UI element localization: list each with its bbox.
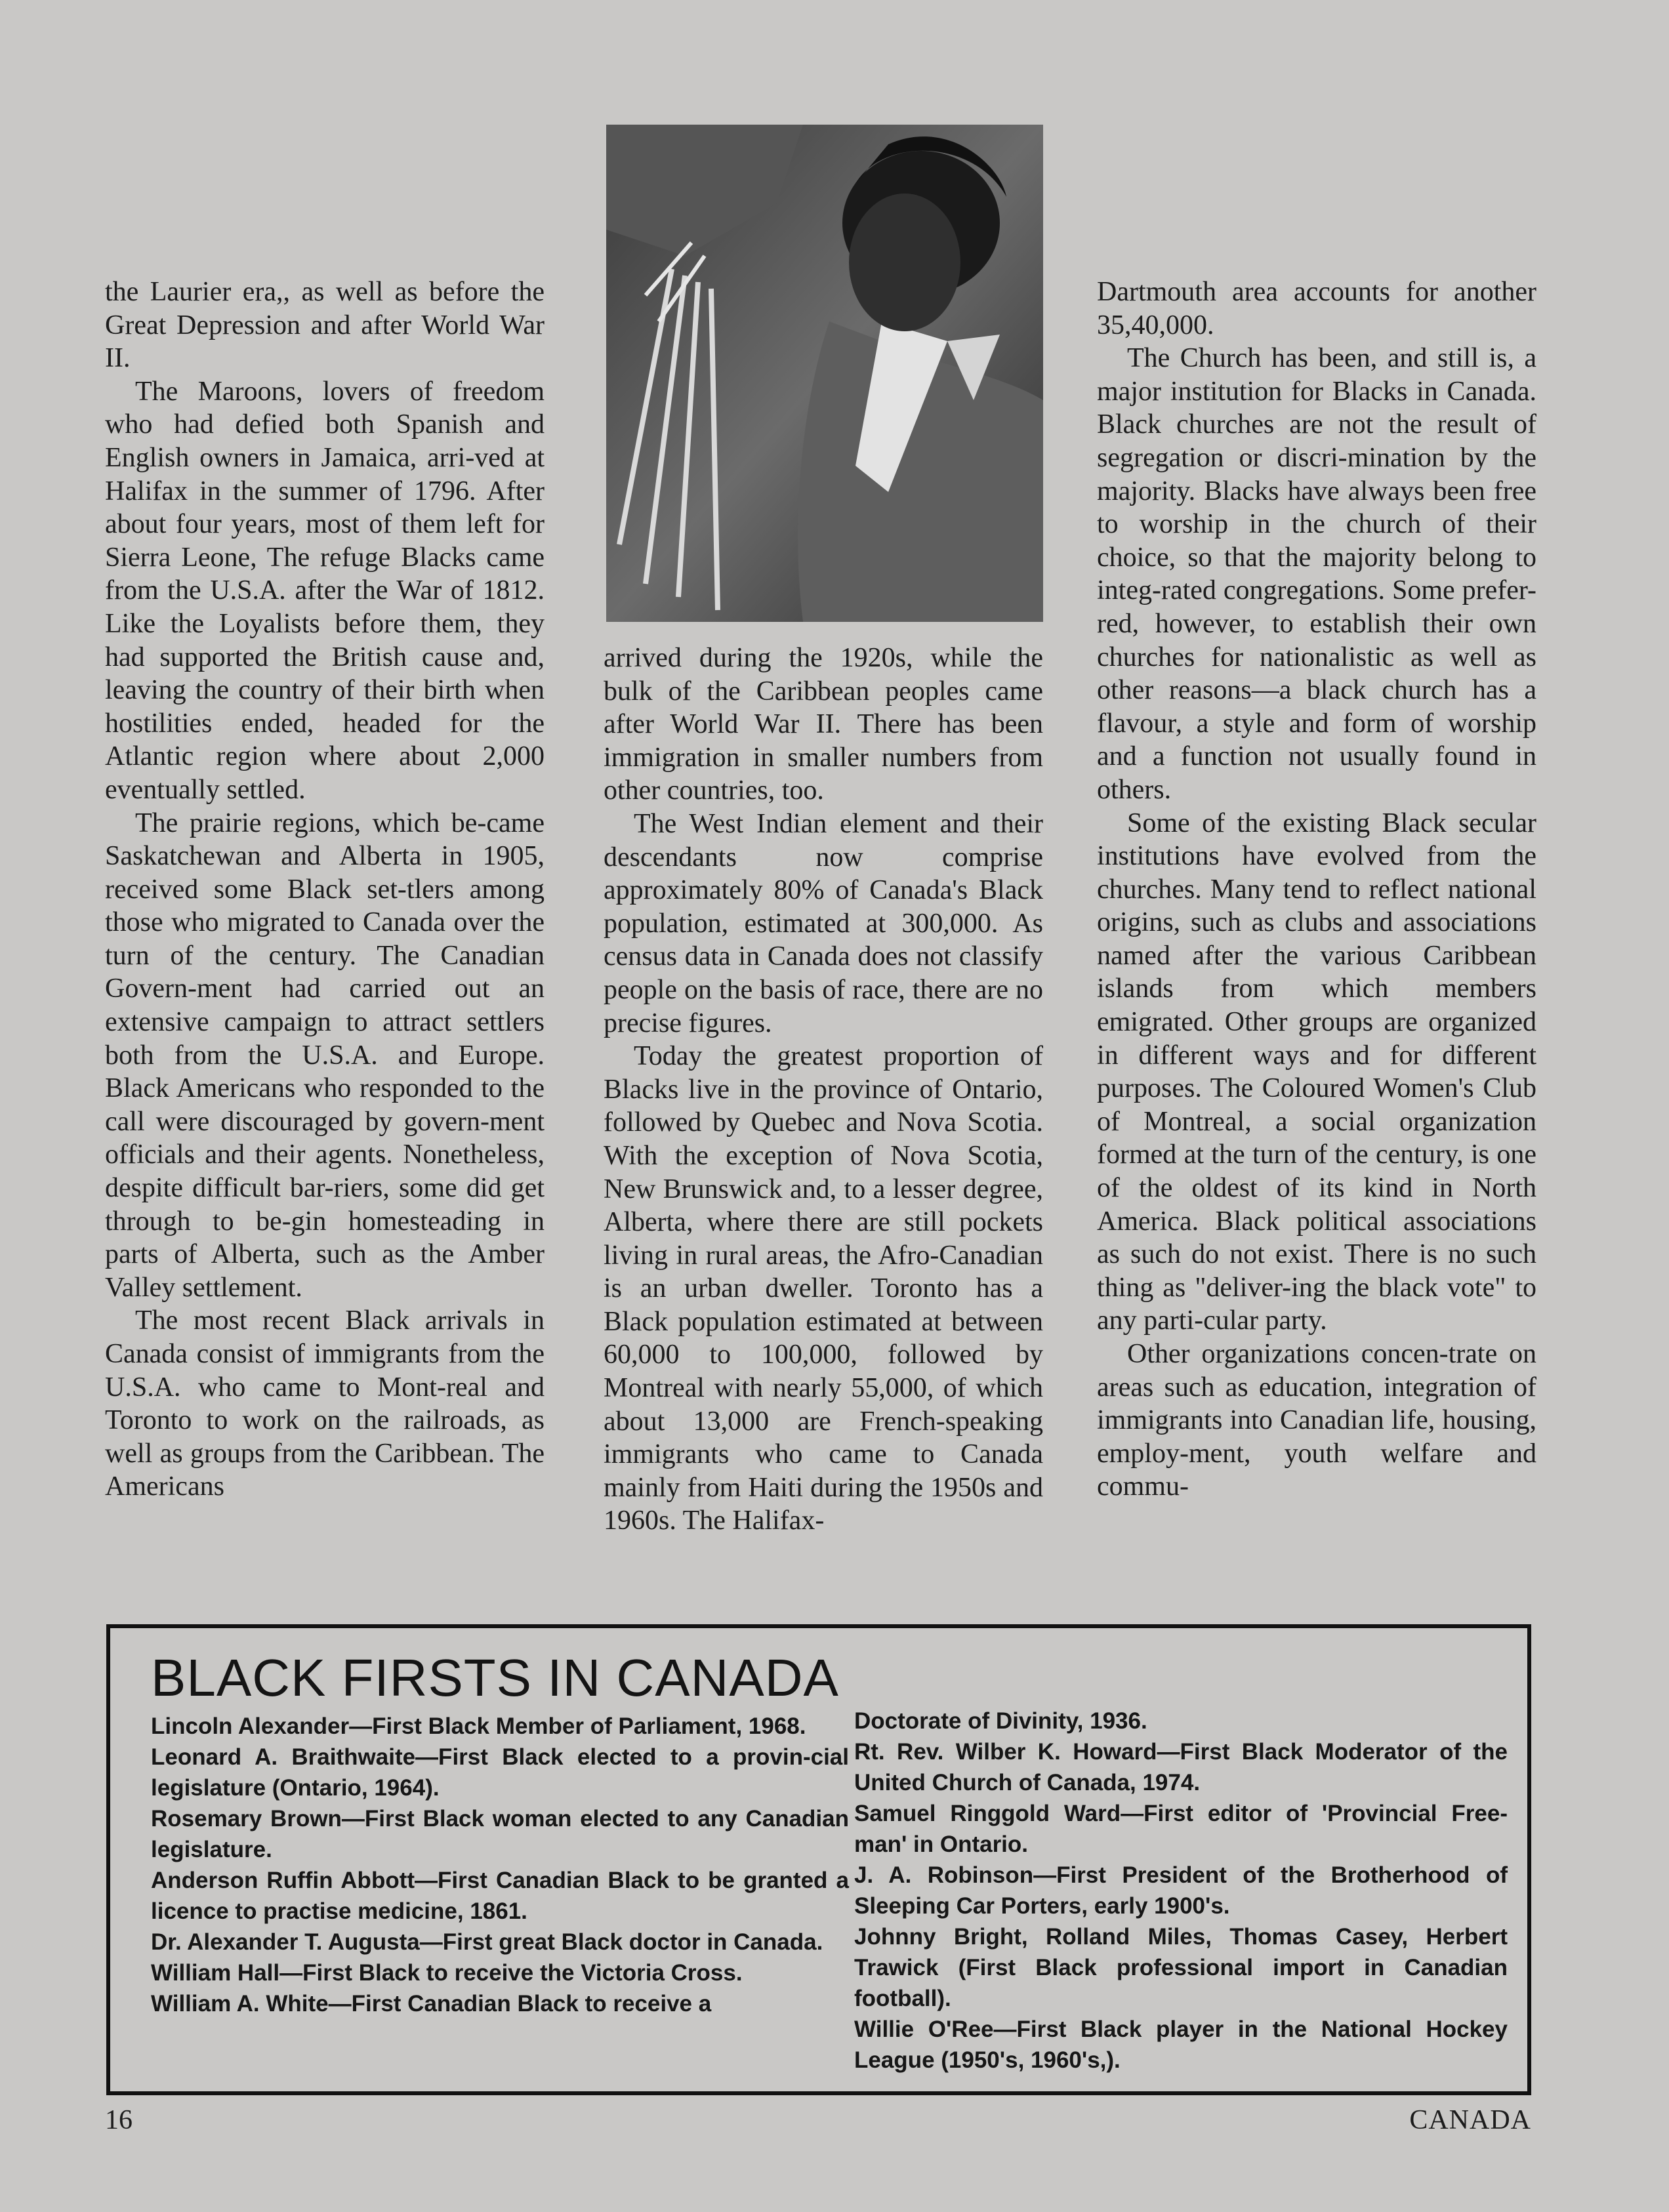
paragraph: Some of the existing Black secular institutions have evolved from the churches. Many tend to reflect national origins, such as clubs and associations named after the various Caribbean islands from which members emigrated. Other groups are organized in different ways and for different purposes. The Coloured Women's Club of Montreal, a social organization formed at the turn of the century, is one of the oldest of its kind in North America. Black political associations as such do not exist. There is no such thing as "deliver-ing the black vote" to any parti-cular party. [1097,808,1536,1336]
text-column-2 [604,642,1043,1538]
list-item: Samuel Ringgold Ward—First editor of 'Provincial Free-man' in Ontario. [854,1801,1508,1857]
page-number: 16 [105,2105,133,2135]
text-column-3 [1097,276,1536,1504]
box-title: BLACK FIRSTS IN CANADA [151,1649,839,1707]
paragraph: arrived during the 1920s, while the bulk of the Caribbean peoples came after World War II. There has been immigration in smaller numbers from other countries, too. [604,643,1043,806]
black-firsts-box [106,1624,1531,2095]
paragraph: Other organizations concen-trate on areas such as education, integration of immigrants into Canadian life, housing, employ-ment, youth welfare and commu- [1097,1339,1536,1502]
paragraph: The Maroons, lovers of freedom who had defied both Spanish and English owners in Jamaica, arri-ved at Halifax in the summer of 1796. After about four years, most of them left for Sierra Leone, The refuge Blacks came from the U.S.A. after the War of 1812. Like the Loyalists before them, they had supported the British cause and, leaving the country of their birth when hostilities ended, headed for the Atlantic region where about 2,000 eventually settled. [105,376,545,805]
list-item: Rt. Rev. Wilber K. Howard—First Black Moderator of the United Church of Canada, 1974. [854,1739,1508,1795]
list-item: Anderson Ruffin Abbott—First Canadian Black to be granted a licence to practise medicine, 1861. [151,1868,849,1924]
box-column-right [854,1706,1508,2076]
paragraph: The Church has been, and still is, a major institution for Blacks in Canada. Black churches are not the result of segregation or discri-mination by the majority. Blacks have always been free to worship in the church of their choice, so that the majority belong to integ-rated congregations. Some prefer-red, however, to establish their own churches for nationalistic as well as other reasons—a black church has a flavour, a style and form of worship and a function not usually found in others. [1097,343,1536,805]
list-item: William Hall—First Black to receive the Victoria Cross. [151,1960,743,1986]
paragraph: The prairie regions, which be-came Saskatchewan and Alberta in 1905, received some Black set-tlers among those who migrated to Canada over the turn of the century. The Canadian Govern-ment had carried out an extensive campaign to attract settlers both from the U.S.A. and Europe. Black Americans who responded to the call were discouraged by govern-ment officials and their agents. Nonetheless, despite difficult bar-riers, some did get through to be-gin homesteading in parts of Alberta, such as the Amber Valley settlement. [105,808,545,1303]
running-title: CANADA [1409,2105,1531,2135]
list-item: Willie O'Ree—First Black player in the National Hockey League (1950's, 1960's,). [854,2017,1508,2073]
list-item: Lincoln Alexander—First Black Member of Parliament, 1968. [151,1713,806,1739]
photo-image [606,125,1043,622]
list-item: Leonard A. Braithwaite—First Black elected to a provin-cial legislature (Ontario, 1964). [151,1744,849,1801]
list-item: J. A. Robinson—First President of the Brotherhood of Sleeping Car Porters, early 1900's. [854,1862,1508,1919]
list-item: Johnny Bright, Rolland Miles, Thomas Casey, Herbert Trawick (First Black professional import in Canadian football). [854,1924,1508,2011]
paragraph: The West Indian element and their descendants now comprise approximately 80% of Canada's Black population, estimated at 300,000. As census data in Canada does not classify people on the basis of race, there are no precise figures. [604,808,1043,1038]
paragraph: The most recent Black arrivals in Canada consist of immigrants from the U.S.A. who came to Mont-real and Toronto to work on the railroads, as well as groups from the Caribbean. The Americans [105,1305,545,1502]
paragraph: Dartmouth area accounts for another 35,40,000. [1097,277,1536,340]
text-column-1 [105,276,545,1504]
paragraph: Today the greatest proportion of Blacks live in the province of Ontario, followed by Quebec and Nova Scotia. With the exception of Nova Scotia, New Brunswick and, to a lesser degree, Alberta, where there are still pockets living in rural areas, the Afro-Canadian is an urban dweller. Toronto has a Black population estimated at between 60,000 to 100,000, followed by Montreal with nearly 55,000, of which about 13,000 are French-speaking immigrants who came to Canada mainly from Haiti during the 1950s and 1960s. The Halifax- [604,1041,1043,1536]
list-item: Dr. Alexander T. Augusta—First great Black doctor in Canada. [151,1929,823,1955]
photo-boy-scout [606,125,1043,622]
list-item: William A. White—First Canadian Black to receive a [151,1991,712,2017]
paragraph: the Laurier era,, as well as before the Great Depression and after World War II. [105,277,545,374]
list-item: Doctorate of Divinity, 1936. [854,1708,1147,1734]
list-item: Rosemary Brown—First Black woman elected to any Canadian legislature. [151,1806,849,1862]
box-column-left [151,1711,849,2019]
